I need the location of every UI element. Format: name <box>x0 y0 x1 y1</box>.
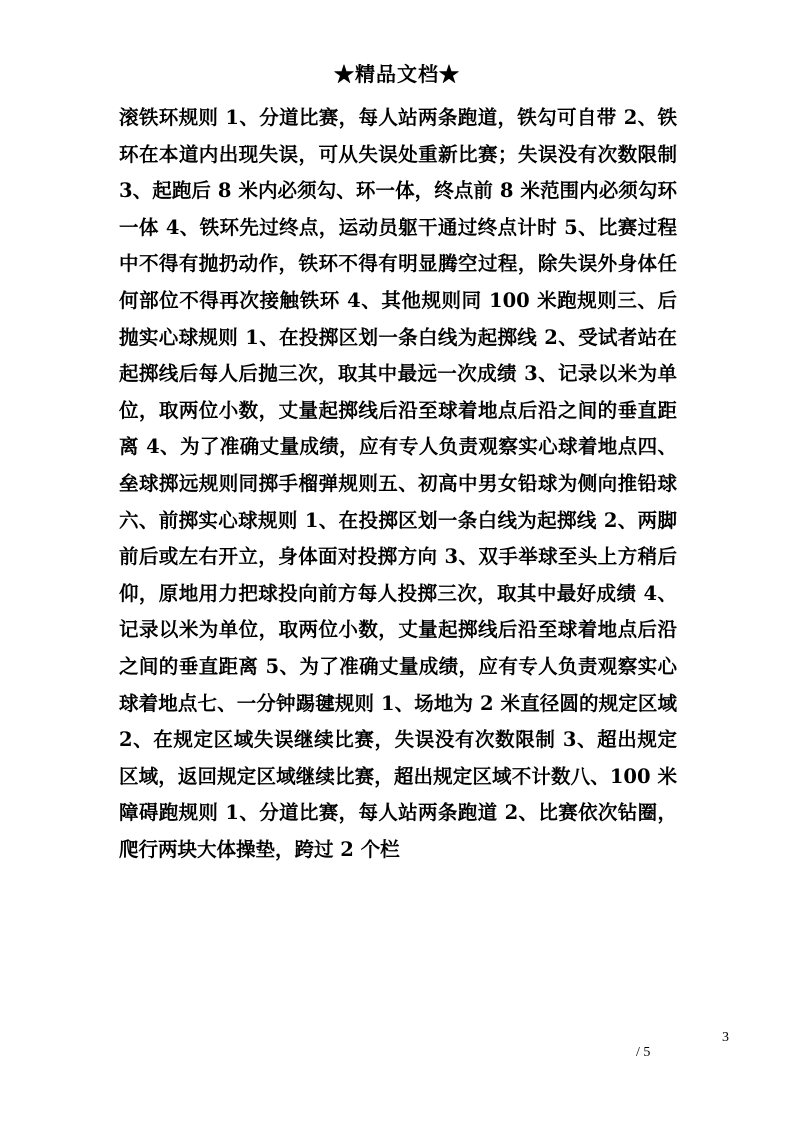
page-total: / 5 <box>636 1045 651 1060</box>
page-number: 3 <box>722 1030 729 1045</box>
document-body-text: 滚铁环规则 1、分道比赛，每人站两条跑道，铁勾可自带 2、铁环在本道内出现失误，可从失误处重新比赛；失误没有次数限制 3、起跑后 8 米内必须勾、环一体，终点前 8 米范围内必须勾环一体 4、铁环先过终点，运动员躯干通过终点计时 5、比赛过程中不得有抛扔动作，铁环不得有明显腾空过程，除失误外身体任何部位不得再次接触铁环 4、其他规则同 100 米跑规则三、后抛实心球规则 1、在投掷区划一条白线为起掷线 2、受试者站在起掷线后每人后抛三次，取其中最远一次成绩 3、记录以米为单位，取两位小数，丈量起掷线后沿至球着地点后沿之间的垂直距离 4、为了准确丈量成绩，应有专人负责观察实心球着地点四、垒球掷远规则同掷手榴弹规则五、初高中男女铅球为侧向推铅球六、前掷实心球规则 1、在投掷区划一条白线为起掷线 2、两脚前后或左右开立，身体面对投掷方向 3、双手举球至头上方稍后仰，原地用力把球投向前方每人投掷三次，取其中最好成绩 4、记录以米为单位，取两位小数，丈量起掷线后沿至球着地点后沿之间的垂直距离 5、为了准确丈量成绩，应有专人负责观察实心球着地点七、一分钟踢毽规则 1、场地为 2 米直径圆的规定区域 2、在规定区域失误继续比赛，失误没有次数限制 3、超出规定区域，返回规定区域继续比赛，超出规定区域不计数八、100 米障碍跑规则 1、分道比赛，每人站两条跑道 2、比赛依次钻圈，爬行两块大体操垫，跨过 2 个栏 <box>119 106 677 861</box>
document-header-title: ★精品文档★ <box>334 62 460 86</box>
